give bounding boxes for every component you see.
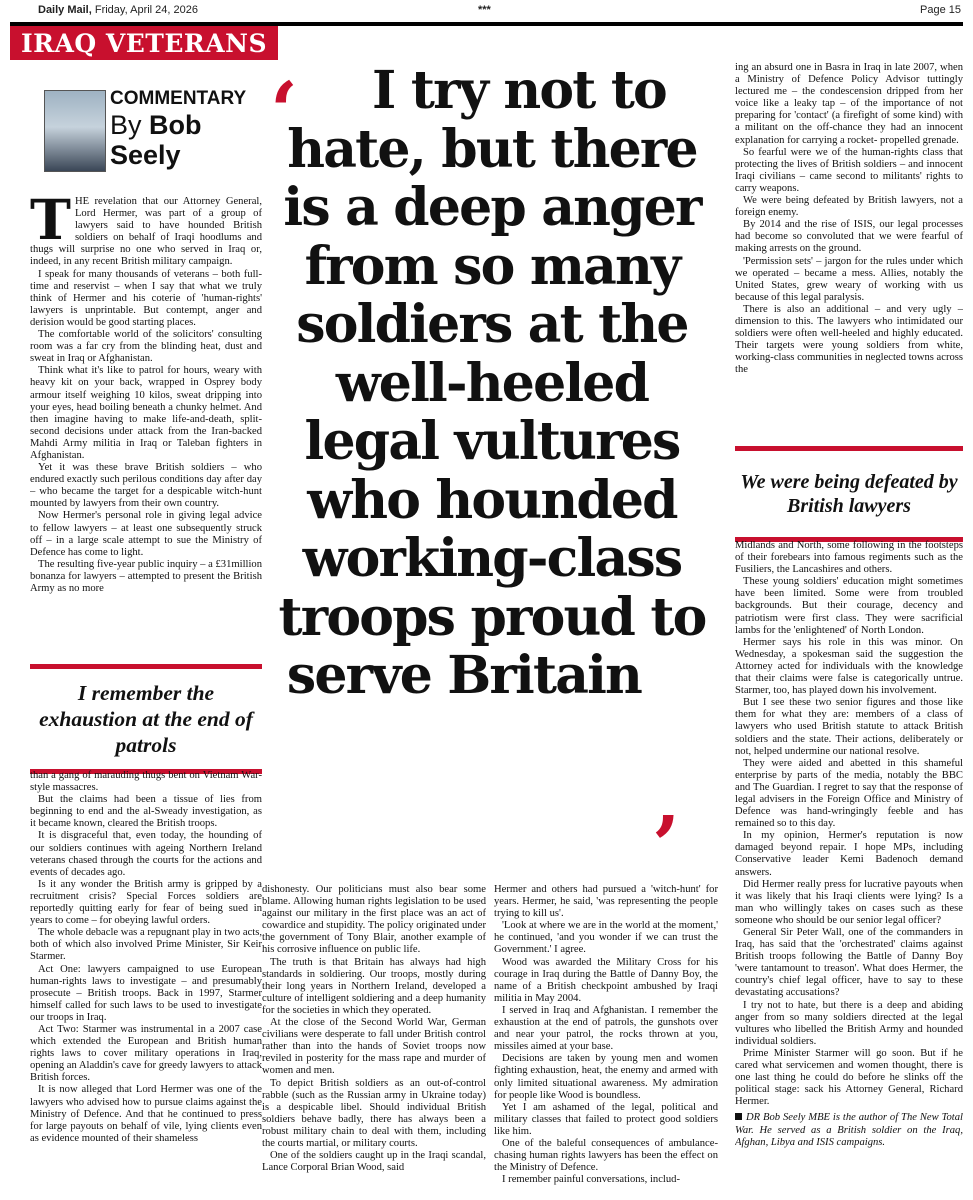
headline-line: hate, but there bbox=[287, 118, 697, 180]
paragraph: I speak for many thousands of veterans – both full-time and reservist – when I say that what we truly think of Hermer and his coterie of 'human-rights' lawyers is unprintable. But contempt, anger and derision would be good starting places. bbox=[30, 268, 262, 328]
paragraph: Decisions are taken by young men and women fighting exhaustion, heat, the enemy and armed with only limited situational awareness. My admiration for people like Wood is boundless. bbox=[494, 1053, 718, 1101]
headline-line: legal vultures bbox=[304, 411, 680, 472]
drop-cap: T bbox=[30, 196, 71, 252]
paragraph: Wood was awarded the Military Cross for his courage in Iraq during the Battle of Danny Boy, the name of a British checkpoint ambushed by Iraqi militia in May 2004. bbox=[494, 956, 718, 1004]
open-quote-mark: ‘ bbox=[270, 64, 298, 158]
paragraph: They were aided and abetted in this shameful enterprise by parts of the media, notably the BBC and The Guardian. I regret to say that the response of legal advisers in the Foreign Office and Ministry of Defence was hand-wringingly feeble and has remained so to this day. bbox=[735, 757, 963, 830]
paragraph: I remember painful conversations, includ- bbox=[502, 1174, 680, 1186]
body-column-3 bbox=[494, 884, 718, 1196]
headline-line: soldiers at the bbox=[296, 294, 688, 355]
paragraph: ing an absurd one in Basra in Iraq in late 2007, when a Ministry of Defence Policy Advisor tuttingly lectured me – the condescension dripped from her voice like a leaky tap – of the importance of not preparing for 'contact' (a firefight of some kind) with a militant on the off-chance they had an innocent explanation for carrying a rocket- propelled grenade. bbox=[735, 62, 963, 146]
headline-line: who hounded bbox=[307, 469, 677, 531]
paragraph: Midlands and North, some following in the footsteps of their forebears into famous regiments such as the Fusiliers, the Lancashires and others. bbox=[735, 540, 963, 576]
paragraph: It is now alleged that Lord Hermer was one of the lawyers who advised how to pursue claims against the Ministry of Defence. And that he continued to press for large payouts on behalf of vile, lying clients even as evidence mounted of their shameless bbox=[30, 1084, 262, 1144]
paragraph: I try not to hate, but there is a deep and abiding anger from so many soldiers directed at the legal vultures who libelled the British Army and hounded individual soldiers. bbox=[735, 999, 963, 1047]
headline-line: well-heeled bbox=[335, 352, 649, 414]
author-byline bbox=[110, 110, 202, 170]
paragraph: The whole debacle was a repugnant play in two acts, both of which also involved Prime Minister, Sir Keir Starmer. bbox=[30, 927, 262, 963]
author-bio-text: DR Bob Seely MBE is the author of The New Total War. He served as a British soldier on the Iraq, Afghan, Libya and ISIS campaigns. bbox=[735, 1112, 963, 1148]
headline bbox=[262, 62, 722, 886]
headline-line: is a deep anger bbox=[283, 177, 701, 238]
paragraph: It is disgraceful that, even today, the hounding of our soldiers continues with ageing Northern Ireland veterans chased through the courts for the actions and events of decades ago. bbox=[30, 830, 262, 878]
paragraph: Yet I am ashamed of the legal, political and military classes that failed to protect good soldiers like him. bbox=[494, 1101, 718, 1137]
paragraph: There is also an additional – and very ugly – dimension to this. The lawyers who intimidated our soldiers were often well-heeled and highly educated. Their targets were young soldiers from white, working-class communities in neglected towns across the bbox=[735, 303, 963, 376]
paragraph: In my opinion, Hermer's reputation is now damaged beyond repair. I hope MPs, including Conservative leader Kemi Badenoch demand answers. bbox=[735, 830, 963, 878]
paragraph: General Sir Peter Wall, one of the commanders in Iraq, has said that the 'orchestrated' claims against British troops following the Battle of Danny Boy 'were tantamount to treason'. What does Hermer, the country's chief legal officer, have to say to these devastating accusations? bbox=[735, 927, 963, 999]
paragraph: HE revelation that our Attorney General, Lord Hermer, was part of a group of lawyers said to have hounded British soldiers on behalf of Iraqi hoodlums and thugs will surprise no one who served in Iraq or, indeed, in any recent British military campaign. bbox=[30, 196, 262, 268]
body-column-2 bbox=[262, 884, 486, 1196]
author-last-name: Seely bbox=[110, 140, 181, 170]
author-bio bbox=[735, 1112, 963, 1148]
body-column-1-bottom bbox=[30, 770, 262, 1195]
paragraph: These young soldiers' education might sometimes have been limited. Some were from troubled backgrounds. But their courage, decency and patriotism were first class. They were sacrificial lambs for the 'enlightened' of North London. bbox=[735, 576, 963, 636]
folio-mark: *** bbox=[478, 4, 491, 16]
paragraph: Act One: lawyers campaigned to use European human-rights laws to investigate – and presumably prosecute – British troops. Back in 1997, Starmer himself called for such laws to be used to investigate our troops in Iraq. bbox=[30, 963, 262, 1023]
paragraph: Think what it's like to patrol for hours, weary with heavy kit on your back, wrapped in Osprey body armour itself weighing 10 kilos, sweat dripping into your eyes, head boiling beneath a chunky helmet. And then imagine having to make life-and-death, split-second decisions under attack from the Iran-backed Mahdi Army militia in Iraq or Taleban fighters in Afghanistan. bbox=[30, 365, 262, 461]
section-label: IRAQ VETERANS bbox=[10, 26, 278, 60]
paragraph: than a gang of marauding thugs bent on Vietnam War-style massacres. bbox=[30, 770, 262, 794]
paragraph: At the close of the Second World War, German civilians were desperate to fall under British control rather than into the hands of Soviet troops now reviled in posterity for the mass rape and murder of women and men. bbox=[262, 1017, 486, 1077]
paragraph: The resulting five-year public inquiry – a £31million bonanza for lawyers – attempted to present the British Army as no more bbox=[30, 558, 262, 594]
author-first-name: Bob bbox=[149, 110, 202, 140]
paragraph: One of the baleful consequences of ambulance-chasing human rights lawyers has been the effect on the Ministry of Defence. bbox=[494, 1137, 718, 1174]
paragraph: I served in Iraq and Afghanistan. I remember the exhaustion at the end of patrols, the gunshots over and near your patrol, the rocks thrown at you, missiles aimed at your base. bbox=[494, 1004, 718, 1053]
paragraph: To depict British soldiers as an out-of-control rabble (such as the Russian army in Ukraine today) is a despicable libel. Should individual British soldiers behave badly, there has always been a robust military chain to deal with them, including the courts martial, or military courts. bbox=[262, 1077, 486, 1149]
paragraph: The comfortable world of the solicitors' consulting room was a far cry from the blinding heat, dust and sweat in Iraq or Afghanistan. bbox=[30, 329, 262, 365]
headline-line: from so many bbox=[304, 235, 680, 297]
paragraph: We were being defeated by British lawyers, not a foreign enemy. bbox=[735, 195, 963, 219]
paragraph: Is it any wonder the British army is gripped by a recruitment crisis? Special Forces soldiers are reportedly quitting early for fear of being sued in years to come – for obeying lawful orders. bbox=[30, 878, 262, 927]
paragraph: 'Permission sets' – jargon for the rules under which we operated – became a mess. Allies, notably the United States, grew weary of working with us because of this legal paralysis. bbox=[735, 255, 963, 303]
paragraph: But the claims had been a tissue of lies from beginning to end and the al-Sweady investigation, as it became known, cleared the British troops. bbox=[30, 794, 262, 830]
close-quote-mark: ’ bbox=[652, 798, 680, 892]
headline-line: troops proud to bbox=[278, 586, 706, 648]
paragraph: By 2014 and the rise of ISIS, our legal processes had become so convoluted that we were fearful of making arrests on the ground. bbox=[735, 219, 963, 255]
body-column-4-bottom bbox=[735, 540, 963, 1196]
body-column-4-top bbox=[735, 62, 963, 446]
bio-square-icon bbox=[735, 1113, 742, 1120]
paragraph: Prime Minister Starmer will go soon. But if he cared what servicemen and women thought, there is one last thing he could do before he slinks off the political stage: sack his Attorney General, Richard Hermer. bbox=[735, 1047, 963, 1108]
author-photo bbox=[44, 90, 106, 172]
paragraph: So fearful were we of the human-rights class that protecting the lives of British soldiers – and innocent Iraqi civilians – came second to militants' rights to carry weapons. bbox=[735, 146, 963, 194]
paragraph: Act Two: Starmer was instrumental in a 2007 case which extended the European and British human rights laws to cover military operations in Iraq, opening an Aladdin's cave for greedy lawyers to attack British forces. bbox=[30, 1023, 262, 1084]
paragraph: 'Look at where we are in the world at the moment,' he continued, 'and you wonder if we can trust the Government.' I agree. bbox=[494, 920, 718, 956]
masthead-paper-date bbox=[38, 4, 198, 16]
headline-line: serve Britain bbox=[286, 645, 642, 706]
paragraph: But I see these two senior figures and those like them for what they are: members of a class of lawyers who used British statute to attack British soldiers and the state. Their actions, deliberately or not, helped undermine our national resolve. bbox=[735, 697, 963, 757]
issue-date: Friday, April 24, 2026 bbox=[94, 4, 198, 16]
commentary-kicker: COMMENTARY bbox=[110, 88, 247, 109]
paragraph: Hermer says his role in this was minor. On Wednesday, a spokesman said the suggestion the Attorney acted for individuals with the knowledge that their claims were false is categorically untrue. Starmer, too, has played down his involvement. bbox=[735, 636, 963, 697]
paper-name: Daily Mail, bbox=[38, 4, 92, 16]
byline-by: By bbox=[110, 110, 142, 140]
pull-quote-right: We were being defeated by British lawyers bbox=[735, 446, 963, 542]
body-column-1-top bbox=[30, 196, 262, 658]
paragraph: Hermer and others had pursued a 'witch-hunt' for years. Hermer, he said, 'was representing the people trying to kill us'. bbox=[494, 884, 718, 920]
paragraph: dishonesty. Our politicians must also bear some blame. Allowing human rights legislation to be used against our military in the first place was an act of cowardice and stupidity. The policy originated under the government of Tony Blair, another example of his corrosive influence on public life. bbox=[262, 884, 486, 956]
paragraph: One of the soldiers caught up in the Iraqi scandal, Lance Corporal Brian Wood, said bbox=[262, 1150, 486, 1174]
paragraph: Yet it was these brave British soldiers – who endured exactly such perilous conditions day after day – who became the target for a despicable witch-hunt mounted by lawyers from their own country. bbox=[30, 462, 262, 510]
headline-line: working-class bbox=[302, 528, 682, 589]
pull-quote-left: I remember the exhaustion at the end of patrols bbox=[30, 664, 262, 774]
headline-line: I try not to bbox=[372, 60, 666, 121]
paragraph: The truth is that Britain has always had high standards in soldiering. Our troops, mostly during their long years in Northern Ireland, developed a culture of intelligent soldiering and a deep humanity for the societies in which they operated. bbox=[262, 956, 486, 1016]
paragraph: Now Hermer's personal role in giving legal advice to fellow lawyers – at least one subsequently struck off – in a large scale attempt to sue the Ministry of Defence has come to light. bbox=[30, 510, 262, 558]
paragraph: Did Hermer really press for lucrative payouts when it was likely that his Iraqi clients were lying? Is a man who willingly takes on cases such as these someone who should be our senior legal officer? bbox=[735, 878, 963, 926]
page-number: Page 15 bbox=[920, 4, 961, 16]
